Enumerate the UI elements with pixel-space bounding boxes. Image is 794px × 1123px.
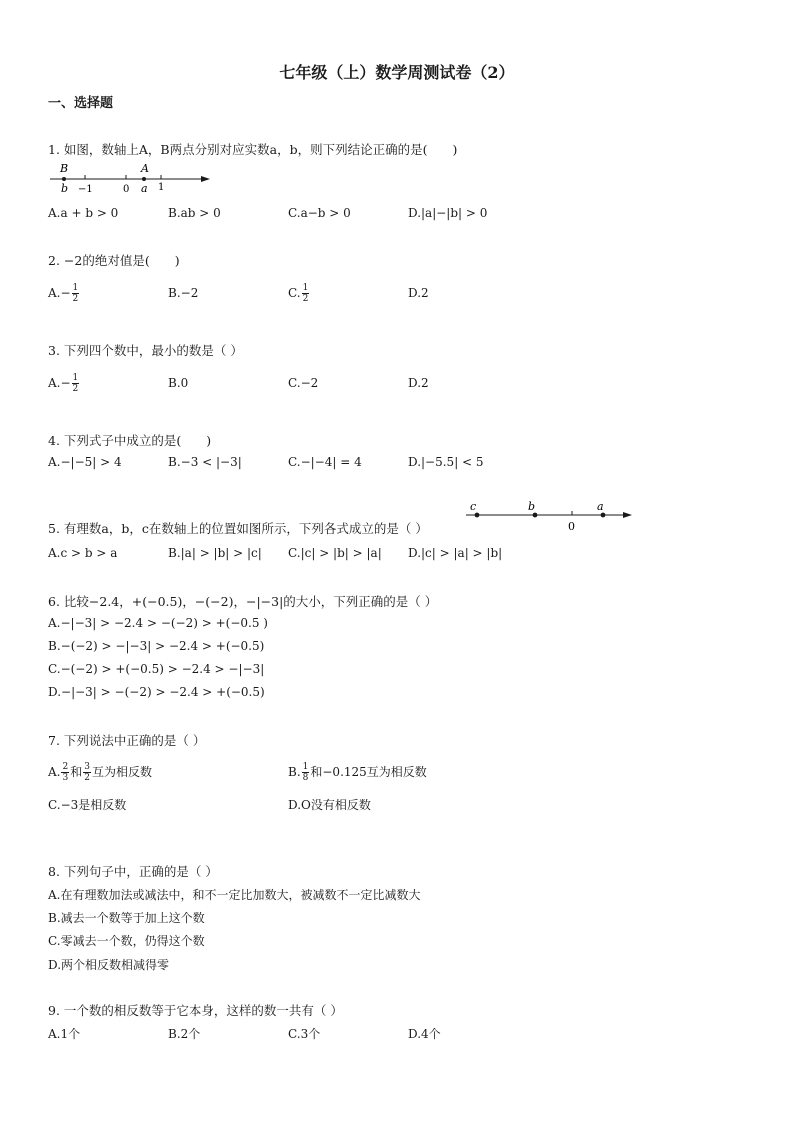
point-c bbox=[475, 513, 480, 518]
question-4-stem: 4. 下列式子中成立的是( ) bbox=[48, 433, 212, 448]
page-title: 七年级（上）数学周测试卷（2） bbox=[279, 63, 515, 82]
q4-option-d: D.|−5.5| < 5 bbox=[408, 455, 484, 469]
q6-option-c: C.−(−2) > +(−0.5) > −2.4 > −|−3| bbox=[48, 662, 265, 676]
point-b bbox=[533, 513, 538, 518]
q1-option-b: B.ab > 0 bbox=[168, 206, 221, 220]
q5-option-c: C.|c| > |b| > |a| bbox=[288, 546, 382, 560]
q7-a-fraction-1 bbox=[61, 762, 69, 783]
q5-option-b: B.|a| > |b| > |c| bbox=[168, 546, 262, 560]
q7-option-a bbox=[48, 762, 152, 783]
numerator: 1 bbox=[302, 283, 309, 293]
label-c: c bbox=[470, 500, 477, 513]
q2-option-b: B.−2 bbox=[168, 286, 199, 300]
q3-option-c: C.−2 bbox=[288, 376, 319, 390]
q7-a-mid: 和 bbox=[70, 765, 83, 779]
denominator: 2 bbox=[72, 384, 79, 394]
q9-option-a: A.1个 bbox=[48, 1027, 81, 1041]
q2-c-prefix: C. bbox=[288, 286, 301, 300]
q7-b-fraction bbox=[302, 762, 310, 783]
q4-option-a: A.−|−5| > 4 bbox=[48, 455, 122, 469]
q3-a-fraction bbox=[72, 373, 80, 394]
q9-option-d: D.4个 bbox=[408, 1027, 441, 1041]
q3-option-d: D.2 bbox=[408, 376, 429, 390]
axis-arrow bbox=[201, 176, 210, 182]
point-a bbox=[142, 177, 146, 181]
q8-option-c: C.零减去一个数，仍得这个数 bbox=[48, 934, 205, 948]
q8-option-d: D.两个相反数相减得零 bbox=[48, 958, 170, 972]
q6-option-a: A.−|−3| > −2.4 > −(−2) > +(−0.5 ) bbox=[48, 616, 268, 630]
q2-option-d: D.2 bbox=[408, 286, 429, 300]
label-b: b bbox=[528, 500, 536, 513]
denominator: 3 bbox=[62, 773, 69, 783]
q7-b-suffix: 和−0.125互为相反数 bbox=[310, 765, 427, 779]
q5-option-d: D.|c| > |a| > |b| bbox=[408, 546, 503, 560]
label-0: 0 bbox=[568, 520, 575, 533]
q1-option-d: D.|a|−|b| > 0 bbox=[408, 206, 488, 220]
point-b bbox=[62, 177, 66, 181]
q1-option-c: C.a−b > 0 bbox=[288, 206, 351, 220]
numerator: 1 bbox=[72, 373, 79, 383]
q6-option-b: B.−(−2) > −|−3| > −2.4 > +(−0.5) bbox=[48, 639, 265, 653]
q3-option-a bbox=[48, 373, 80, 394]
q4-option-c: C.−|−4| = 4 bbox=[288, 455, 362, 469]
label-b: b bbox=[61, 182, 69, 195]
label-B: B bbox=[60, 162, 69, 175]
q5-number-line bbox=[462, 498, 634, 534]
q7-option-c: C.−3是相反数 bbox=[48, 798, 127, 812]
q2-c-fraction bbox=[302, 283, 310, 304]
question-1-stem: 1. 如图，数轴上A，B两点分别对应实数a，b，则下列结论正确的是( ) bbox=[48, 142, 458, 157]
question-9-stem: 9. 一个数的相反数等于它本身，这样的数一共有（ ） bbox=[48, 1003, 343, 1018]
q7-a-suffix: 互为相反数 bbox=[91, 765, 152, 779]
q2-option-c bbox=[288, 283, 310, 304]
point-a bbox=[601, 513, 606, 518]
numerator: 3 bbox=[84, 762, 90, 772]
q6-option-d: D.−|−3| > −(−2) > −2.4 > +(−0.5) bbox=[48, 685, 265, 699]
q8-option-a: A.在有理数加法或减法中，和不一定比加数大，被减数不一定比减数大 bbox=[48, 888, 421, 902]
axis-arrow bbox=[623, 512, 632, 518]
question-8-stem: 8. 下列句子中，正确的是（ ） bbox=[48, 864, 218, 879]
q8-option-b: B.减去一个数等于加上这个数 bbox=[48, 911, 205, 925]
denominator: 2 bbox=[302, 294, 309, 304]
q2-a-fraction bbox=[72, 283, 80, 304]
q3-option-b: B.0 bbox=[168, 376, 189, 390]
section-heading: 一、选择题 bbox=[48, 96, 114, 111]
q7-a-fraction-2 bbox=[83, 762, 91, 783]
q1-number-line bbox=[44, 160, 214, 196]
numerator: 1 bbox=[302, 762, 309, 772]
label-0: 0 bbox=[123, 184, 130, 195]
q7-option-b bbox=[288, 762, 427, 783]
question-6-stem: 6. 比较−2.4，+(−0.5)，−(−2)，−|−3|的大小，下列正确的是（ ） bbox=[48, 594, 438, 609]
question-5-stem: 5. 有理数a，b，c在数轴上的位置如图所示，下列各式成立的是（ ） bbox=[48, 521, 428, 536]
q1-option-a: A.a + b > 0 bbox=[48, 206, 119, 220]
q7-b-prefix: B. bbox=[288, 765, 301, 779]
q3-a-prefix: A.− bbox=[48, 376, 71, 390]
numerator: 2 bbox=[62, 762, 69, 772]
q9-option-b: B.2个 bbox=[168, 1027, 201, 1041]
label-1: 1 bbox=[158, 182, 165, 193]
q2-a-prefix: A.− bbox=[48, 286, 71, 300]
denominator: 2 bbox=[84, 773, 90, 783]
q9-option-c: C.3个 bbox=[288, 1027, 321, 1041]
denominator: 2 bbox=[72, 294, 79, 304]
q5-option-a: A.c > b > a bbox=[48, 546, 118, 560]
question-2-stem: 2. −2的绝对值是( ) bbox=[48, 253, 180, 268]
label-A: A bbox=[141, 162, 149, 175]
question-7-stem: 7. 下列说法中正确的是（ ） bbox=[48, 733, 206, 748]
q2-option-a bbox=[48, 283, 80, 304]
label-minus-1: −1 bbox=[78, 184, 93, 195]
denominator: 8 bbox=[302, 773, 309, 783]
label-a: a bbox=[141, 182, 148, 195]
question-3-stem: 3. 下列四个数中，最小的数是（ ） bbox=[48, 343, 243, 358]
q4-option-b: B.−3 < |−3| bbox=[168, 455, 242, 469]
label-a: a bbox=[597, 500, 604, 513]
q7-option-d: D.O没有相反数 bbox=[288, 798, 371, 812]
numerator: 1 bbox=[72, 283, 79, 293]
q7-a-prefix: A. bbox=[48, 765, 61, 779]
